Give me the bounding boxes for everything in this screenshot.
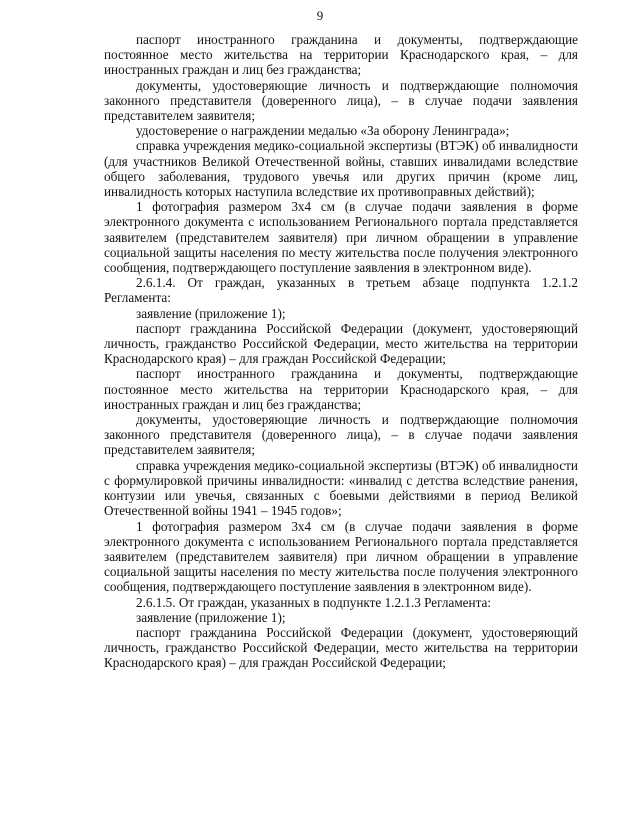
paragraph-disability-certificate: справка учреждения медико-социальной экспертизы (ВТЭК) об инвалидности (для участников Великой Отечественной войны, ставших инвалидами вследствие общего заболевания, трудового увечья или других причин (кроме лиц, инвалидность которых наступила вследствие их противоправных действий); [104, 138, 578, 200]
document-body [104, 32, 578, 671]
paragraph-russian-passport: паспорт гражданина Российской Федерации (документ, удостоверяющий личность, гражданство Российской Федерации, место жительства на территории Краснодарского края) – для граждан Российской Федерации; [104, 624, 578, 671]
section-heading-2-6-1-4: 2.6.1.4. От граждан, указанных в третьем абзаце подпункта 1.2.1.2 Регламента: [104, 275, 578, 306]
paragraph-russian-passport: паспорт гражданина Российской Федерации (документ, удостоверяющий личность, гражданство Российской Федерации, место жительства на территории Краснодарского края) – для граждан Российской Федерации; [104, 320, 578, 367]
paragraph-representative-documents: документы, удостоверяющие личность и подтверждающие полномочия законного представителя (доверенного лица), – в случае подачи заявления представителем заявителя; [104, 412, 578, 458]
paragraph-photo: 1 фотография размером 3х4 см (в случае подачи заявления в форме электронного документа с использованием Регионального портала представляется заявителем (представителем заявителя) при личном обращении в управление социальной защиты населения по месту жительства после получения электронного сообщения, подтверждающего поступление заявления в электронном виде). [104, 518, 578, 595]
paragraph-foreign-passport: паспорт иностранного гражданина и документы, подтверждающие постоянное место жительства на территории Краснодарского края, – для иностранных граждан и лиц без гражданства; [104, 32, 578, 78]
paragraph-foreign-passport: паспорт иностранного гражданина и документы, подтверждающие постоянное место жительства на территории Краснодарского края, – для иностранных граждан и лиц без гражданства; [104, 366, 578, 412]
paragraph-photo: 1 фотография размером 3х4 см (в случае подачи заявления в форме электронного документа с использованием Регионального портала представляется заявителем (представителем заявителя) при личном обращении в управление социальной защиты населения по месту жительства после получения электронного сообщения, подтверждающего поступление заявления в электронном виде). [104, 199, 578, 276]
paragraph-application: заявление (приложение 1); [136, 305, 286, 321]
paragraph-leningrad-medal: удостоверение о награждении медалью «За оборону Ленинграда»; [136, 123, 510, 139]
paragraph-application: заявление (приложение 1); [136, 609, 286, 625]
paragraph-disability-certificate: справка учреждения медико-социальной экспертизы (ВТЭК) об инвалидности с формулировкой причины инвалидности: «инвалид с детства вследствие ранения, контузии или увечья, связанных с боевыми действиями в период Великой Отечественной войны 1941 – 1945 годов»; [104, 457, 578, 519]
page-number: 9 [316, 8, 324, 23]
section-heading-2-6-1-5: 2.6.1.5. От граждан, указанных в подпункте 1.2.1.3 Регламента: [136, 594, 492, 610]
paragraph-representative-documents: документы, удостоверяющие личность и подтверждающие полномочия законного представителя (доверенного лица), – в случае подачи заявления представителем заявителя; [104, 77, 578, 124]
